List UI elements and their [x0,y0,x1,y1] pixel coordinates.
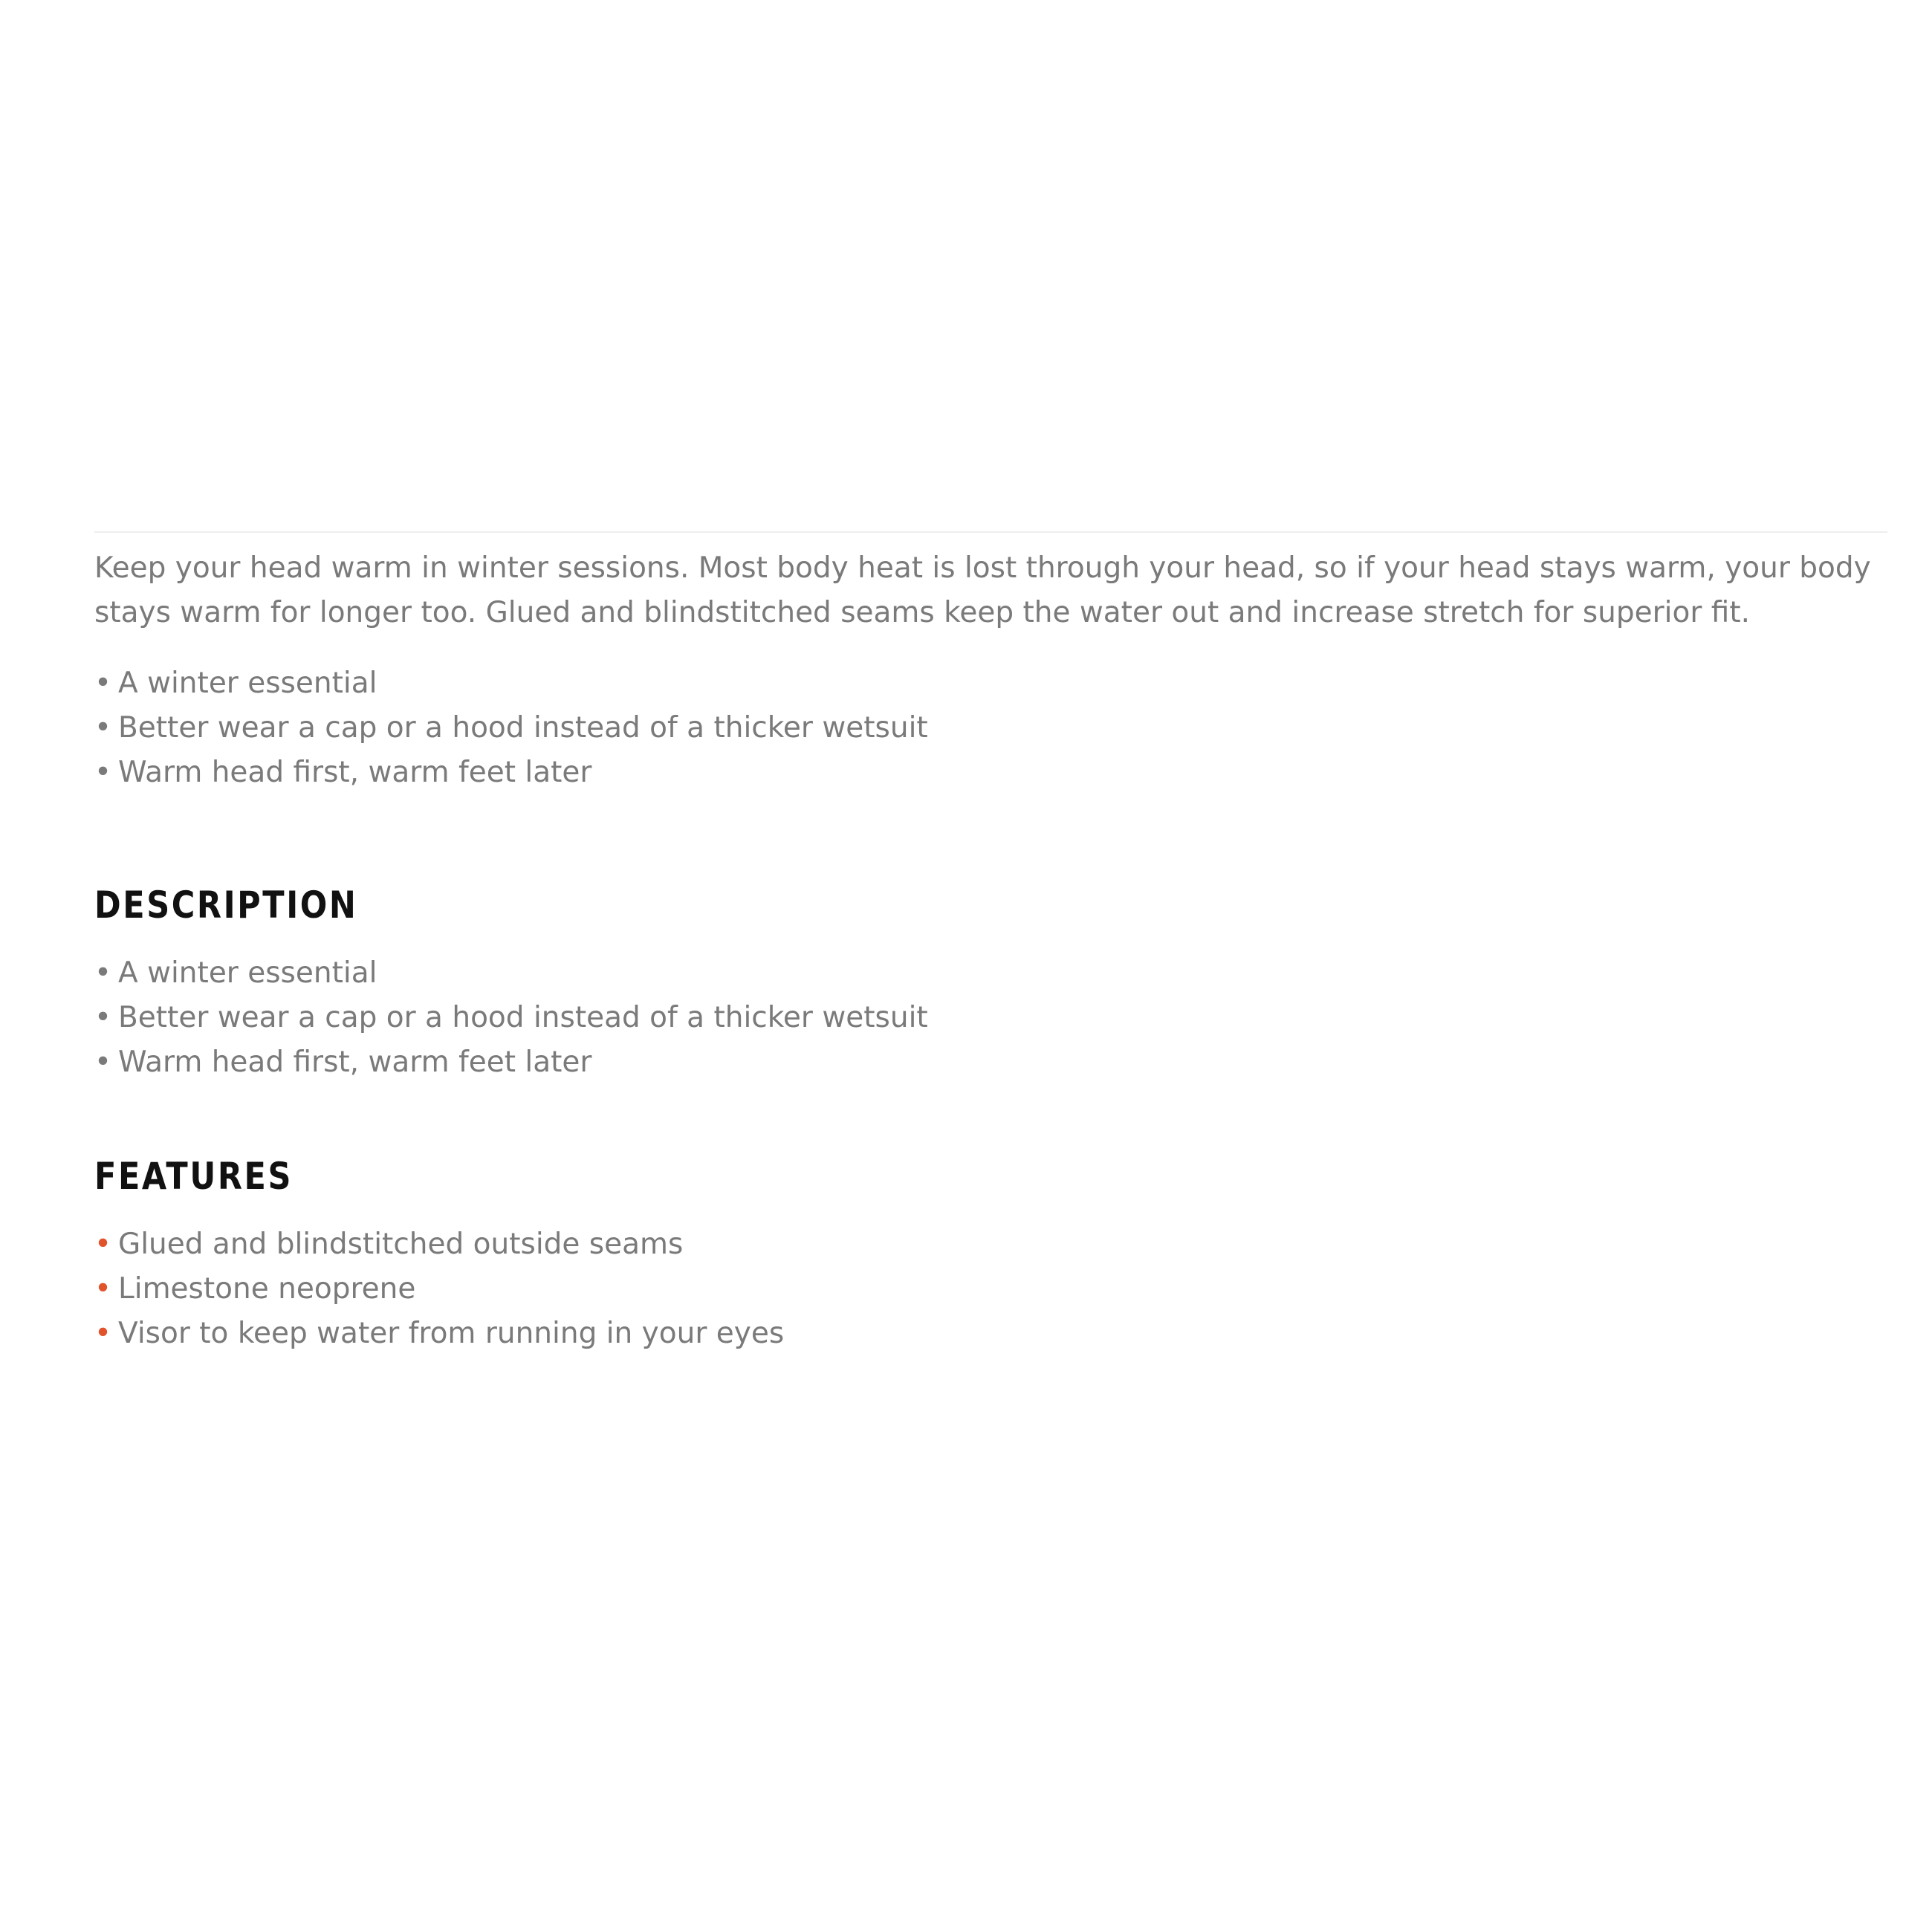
list-item-text: Glued and blindstitched outside seams [118,1228,684,1261]
list-item [94,751,1887,795]
list-item [94,1222,1887,1267]
list-item [94,1040,1887,1085]
bullet-icon: • [94,1046,112,1079]
list-item-text: A winter essential [118,956,377,990]
bullet-icon: • [94,956,112,990]
bullet-icon: • [94,1272,112,1306]
list-item [94,1312,1887,1356]
bullet-icon: • [94,711,112,745]
list-item-text: Visor to keep water from running in your eyes [118,1317,785,1350]
section-divider [94,531,1887,533]
product-details [94,531,1887,1356]
features-heading: FEATURES [94,1155,294,1198]
list-item [94,1267,1887,1312]
list-item [94,996,1887,1040]
bullet-icon: • [94,667,112,700]
list-item [94,951,1887,996]
list-item-text: A winter essential [118,667,377,700]
list-item [94,661,1887,706]
list-item-text: Better wear a cap or a hood instead of a thicker wetsuit [118,1001,928,1034]
intro-bullet-list [94,661,1887,795]
bullet-icon: • [94,1001,112,1034]
bullet-icon: • [94,756,112,789]
list-item-text: Better wear a cap or a hood instead of a thicker wetsuit [118,711,928,745]
features-bullet-list [94,1222,1887,1356]
bullet-icon: • [94,1228,112,1261]
list-item-text: Warm head first, warm feet later [118,756,592,789]
list-item [94,706,1887,751]
bullet-icon: • [94,1317,112,1350]
list-item-text: Limestone neoprene [118,1272,416,1306]
description-bullet-list [94,951,1887,1085]
list-item-text: Warm head first, warm feet later [118,1046,592,1079]
description-heading: DESCRIPTION [94,884,358,927]
intro-paragraph: Keep your head warm in winter sessions. Most body heat is lost through your head, so if your head stays warm, your body stays warm for longer too. Glued and blindstitched seams keep the water out and increase stretch for superior fit. [94,551,1871,629]
